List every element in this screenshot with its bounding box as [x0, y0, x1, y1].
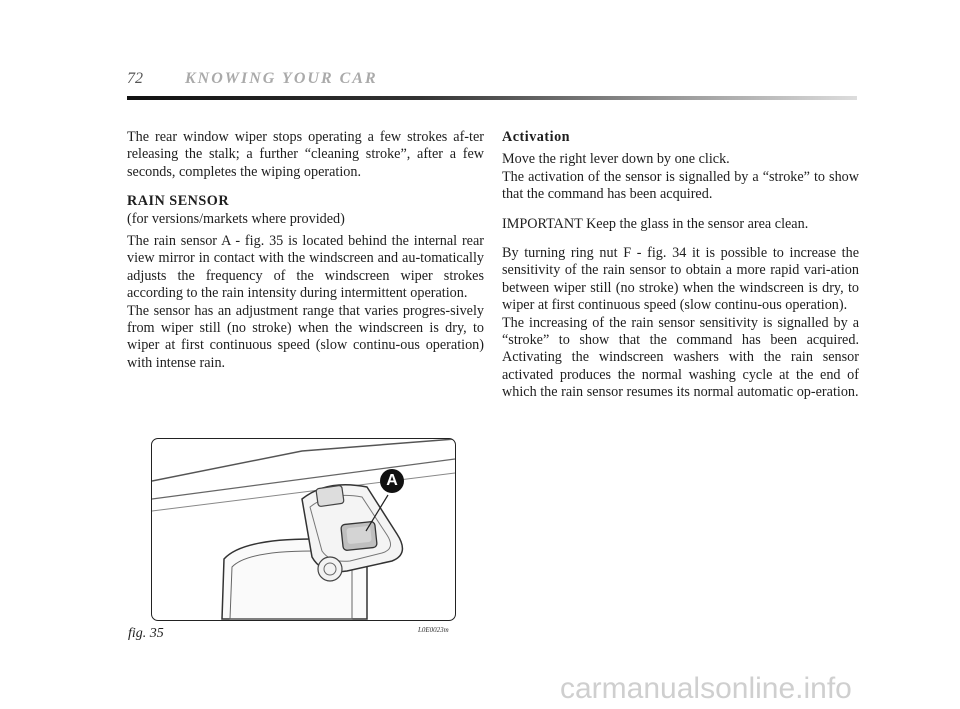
rain-sensor-subheading: (for versions/markets where provided)	[127, 210, 345, 227]
paragraph-sensor-location: The rain sensor A - fig. 35 is located behind the internal rear view mirror in contact with the windscreen and au-tomatically adjusts the frequency of the windscreen wiper strokes according to the rain intensity during intermittent operation.	[127, 233, 484, 302]
rain-sensor-heading: RAIN SENSOR	[127, 193, 230, 210]
paragraph-activation-signal: The activation of the sensor is signalled by a “stroke” to show that the command has been acquired.	[502, 168, 859, 203]
paragraph-sensor-range: The sensor has an adjustment range that varies progres-sively from wiper still (no stroke) when the windscreen is dry, to wiper at first continuous speed (slow continu-ous operation) with intense rain.	[127, 302, 484, 371]
rear-view-mirror-illustration	[152, 439, 455, 620]
paragraph-move-lever: Move the right lever down by one click.	[502, 151, 730, 168]
paragraph-important-note: IMPORTANT Keep the glass in the sensor area clean.	[502, 215, 809, 232]
header-rule	[127, 96, 857, 100]
activation-heading: Activation	[502, 129, 571, 145]
watermark: carmanualsonline.info	[560, 672, 852, 705]
figure-label: fig. 35	[128, 626, 164, 641]
paragraph-ring-nut: By turning ring nut F - fig. 34 it is possible to increase the sensitivity of the rain sensor to obtain a more rapid vari-ation between wiper still (no stroke) when the windscreen is dry, to wiper at first continuous speed (slow continu-ous operation).	[502, 245, 859, 314]
left-column	[127, 129, 484, 372]
figure-rain-sensor	[151, 438, 456, 621]
page-number: 72	[127, 70, 143, 87]
figure-code: L0E0023m	[418, 626, 449, 634]
paragraph-sensitivity-signal: The increasing of the rain sensor sensitivity is signalled by a “stroke” to show that the command has been acquired. Activating the windscreen washers with the rain sensor activated produces the normal washing cycle at the end of which the rain sensor resumes its normal automatic op-eration.	[502, 314, 859, 401]
paragraph-rear-wiper: The rear window wiper stops operating a few strokes af-ter releasing the stalk; a further “cleaning stroke”, after a few seconds, completes the wiping operation.	[127, 129, 484, 180]
section-title: KNOWING YOUR CAR	[185, 70, 378, 87]
right-column	[502, 129, 859, 402]
callout-a-badge: A	[380, 469, 404, 493]
